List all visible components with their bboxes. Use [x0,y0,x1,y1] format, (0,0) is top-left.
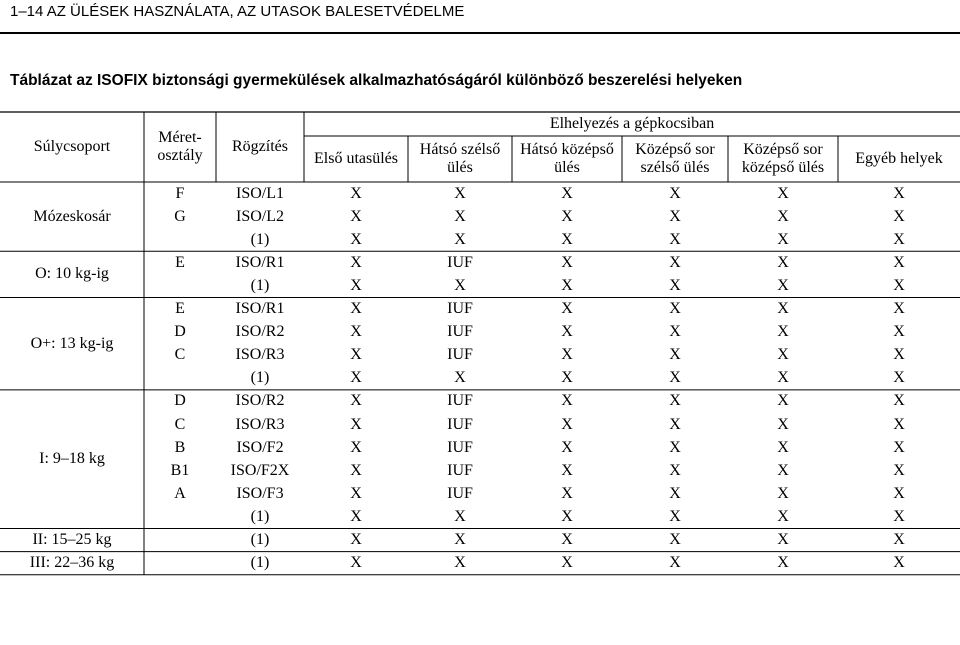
cell-fixture: (1) [250,554,270,572]
header-other: Egyéb helyek [855,150,943,167]
cell-other: X [893,253,905,271]
cell-size-class [144,274,216,297]
cell-rear-center: X [561,438,573,456]
cell-front-passenger: X [350,507,362,525]
cell-rear-outboard: IUF [447,323,473,341]
cell-middle-outboard: X [669,484,681,502]
header-rear-center: Hátsó középső ülés [520,141,614,176]
cell-front-passenger: X [350,230,362,248]
cell-fixture: (1) [250,230,270,248]
cell-other: X [893,323,905,341]
cell-front-passenger: X [350,484,362,502]
cell-other: X [893,346,905,364]
cell-middle-center: X [777,507,789,525]
cell-fixture: ISO/L2 [236,207,284,225]
cell-middle-outboard: X [669,438,681,456]
header-size-class: Méret- osztály [157,129,203,164]
cell-middle-outboard: X [669,323,681,341]
cell-rear-center: X [561,184,573,202]
cell-fixture: ISO/R3 [235,415,285,433]
cell-rear-center: X [561,415,573,433]
cell-middle-outboard: X [669,392,681,410]
cell-rear-outboard: IUF [447,300,473,318]
cell-rear-outboard: X [454,554,466,572]
cell-fixture: ISO/R2 [235,392,285,410]
cell-middle-outboard: X [669,531,681,549]
table-title: Táblázat az ISOFIX biztonsági gyermekülések alkalmazhatóságáról különböző beszerelési helyeken [10,72,743,89]
cell-middle-center: X [777,300,789,318]
cell-size-class: E [175,253,185,271]
cell-size-class: F [175,184,185,202]
cell-fixture: (1) [250,507,270,525]
cell-middle-outboard: X [669,276,681,294]
cell-size-class: E [175,300,185,318]
cell-size-class: C [174,346,186,364]
cell-rear-outboard: X [454,369,466,387]
cell-front-passenger: X [350,554,362,572]
cell-middle-outboard: X [669,253,681,271]
cell-rear-outboard: X [454,507,466,525]
cell-front-passenger: X [350,253,362,271]
cell-fixture: ISO/F2 [236,438,284,456]
page-header: 1–14 AZ ÜLÉSEK HASZNÁLATA, AZ UTASOK BALESETVÉDELME [10,3,465,20]
cell-front-passenger: X [350,207,362,225]
cell-middle-center: X [777,392,789,410]
cell-middle-center: X [777,253,789,271]
weight-group-label: II: 15–25 kg [32,531,112,549]
cell-rear-outboard: X [454,230,466,248]
cell-rear-outboard: IUF [447,484,473,502]
cell-fixture: ISO/F2X [230,461,290,479]
cell-middle-center: X [777,415,789,433]
cell-front-passenger: X [350,369,362,387]
cell-size-class [144,367,216,390]
cell-other: X [893,554,905,572]
cell-rear-outboard: X [454,276,466,294]
header-placement: Elhelyezés a gépkocsiban [549,115,715,132]
cell-middle-outboard: X [669,184,681,202]
cell-front-passenger: X [350,346,362,364]
cell-rear-center: X [561,207,573,225]
cell-size-class: B1 [170,461,190,479]
cell-other: X [893,507,905,525]
weight-group-label: III: 22–36 kg [29,554,115,572]
cell-middle-outboard: X [669,554,681,572]
cell-other: X [893,415,905,433]
cell-other: X [893,230,905,248]
weight-group-label: O: 10 kg-ig [35,265,109,283]
cell-middle-center: X [777,276,789,294]
header-middle-outboard: Középső sor szélső ülés [635,141,715,176]
cell-size-class [144,529,216,552]
cell-fixture: ISO/L1 [236,184,284,202]
cell-fixture: (1) [250,531,270,549]
cell-rear-center: X [561,230,573,248]
cell-rear-outboard: IUF [447,415,473,433]
cell-front-passenger: X [350,184,362,202]
cell-middle-center: X [777,207,789,225]
cell-middle-outboard: X [669,369,681,387]
cell-middle-center: X [777,484,789,502]
cell-rear-center: X [561,554,573,572]
cell-rear-center: X [561,392,573,410]
weight-group-label: Mózeskosár [33,207,111,225]
cell-middle-center: X [777,346,789,364]
cell-rear-center: X [561,323,573,341]
cell-middle-center: X [777,438,789,456]
cell-rear-center: X [561,346,573,364]
cell-other: X [893,484,905,502]
cell-rear-outboard: IUF [447,392,473,410]
cell-fixture: (1) [250,369,270,387]
cell-other: X [893,300,905,318]
cell-other: X [893,461,905,479]
cell-middle-outboard: X [669,415,681,433]
cell-rear-center: X [561,531,573,549]
cell-fixture: ISO/R1 [235,253,285,271]
cell-size-class: A [174,484,186,502]
header-middle-center: Középső sor középső ülés [741,141,825,176]
cell-size-class [144,505,216,528]
cell-front-passenger: X [350,392,362,410]
header-weight-group: Súlycsoport [33,138,111,155]
cell-front-passenger: X [350,276,362,294]
cell-middle-center: X [777,230,789,248]
cell-other: X [893,276,905,294]
cell-rear-outboard: X [454,531,466,549]
cell-fixture: (1) [250,276,270,294]
cell-size-class: D [174,392,186,410]
cell-rear-outboard: IUF [447,461,473,479]
cell-middle-center: X [777,323,789,341]
cell-other: X [893,531,905,549]
weight-group-label: I: 9–18 kg [39,450,105,468]
cell-middle-center: X [777,531,789,549]
cell-other: X [893,184,905,202]
cell-fixture: ISO/R3 [235,346,285,364]
cell-middle-center: X [777,369,789,387]
cell-middle-outboard: X [669,346,681,364]
cell-fixture: ISO/R2 [235,323,285,341]
cell-rear-outboard: X [454,207,466,225]
header-rear-outboard: Hátsó szélső ülés [419,141,501,176]
cell-rear-center: X [561,461,573,479]
cell-middle-center: X [777,461,789,479]
cell-size-class: G [174,207,186,225]
cell-rear-outboard: IUF [447,253,473,271]
cell-middle-outboard: X [669,207,681,225]
cell-rear-center: X [561,253,573,271]
cell-middle-outboard: X [669,300,681,318]
cell-size-class [144,552,216,575]
cell-other: X [893,438,905,456]
cell-rear-outboard: IUF [447,438,473,456]
cell-size-class [144,228,216,251]
cell-middle-outboard: X [669,461,681,479]
cell-other: X [893,392,905,410]
header-fixture: Rögzítés [232,138,288,155]
cell-rear-center: X [561,507,573,525]
cell-fixture: ISO/F3 [236,484,284,502]
cell-rear-outboard: IUF [447,346,473,364]
cell-other: X [893,207,905,225]
cell-rear-center: X [561,300,573,318]
cell-size-class: D [174,323,186,341]
cell-size-class: B [174,438,186,456]
weight-group-label: O+: 13 kg-ig [30,334,114,352]
cell-size-class: C [174,415,186,433]
cell-middle-outboard: X [669,230,681,248]
cell-rear-center: X [561,369,573,387]
cell-other: X [893,369,905,387]
cell-fixture: ISO/R1 [235,300,285,318]
cell-rear-outboard: X [454,184,466,202]
cell-rear-center: X [561,276,573,294]
header-front-passenger: Első utasülés [314,150,398,167]
cell-front-passenger: X [350,438,362,456]
cell-front-passenger: X [350,531,362,549]
cell-middle-center: X [777,184,789,202]
cell-middle-outboard: X [669,507,681,525]
cell-front-passenger: X [350,323,362,341]
cell-rear-center: X [561,484,573,502]
cell-front-passenger: X [350,415,362,433]
cell-front-passenger: X [350,461,362,479]
cell-middle-center: X [777,554,789,572]
cell-front-passenger: X [350,300,362,318]
